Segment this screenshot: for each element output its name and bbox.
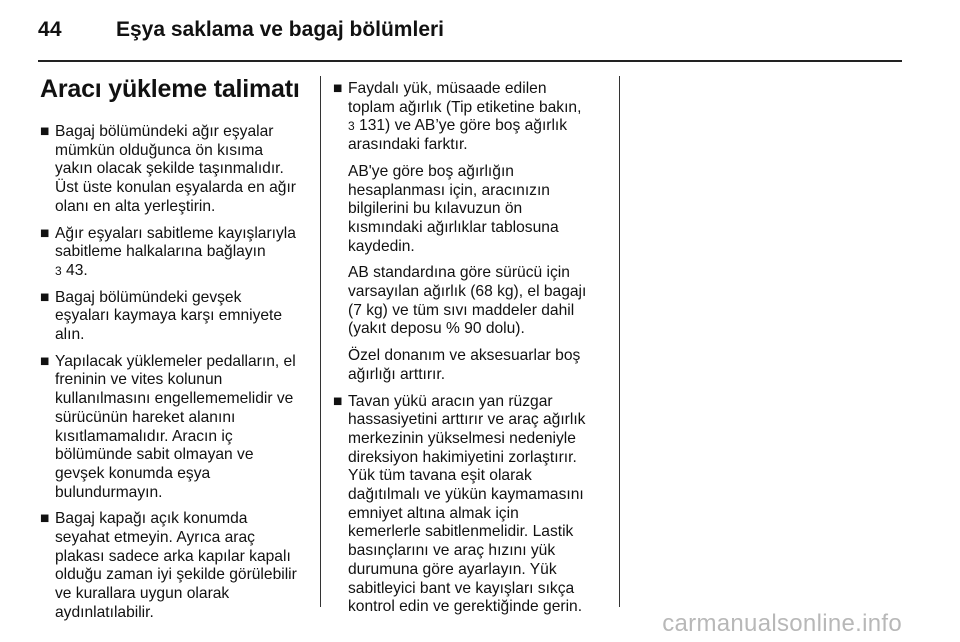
text-line: dağıtılmalı ve yükün kaymamasını xyxy=(348,486,584,504)
text-line: Özel donanım ve aksesuarlar boş xyxy=(348,347,581,365)
page-reference-icon: 3 xyxy=(55,263,62,278)
bullet-item-roof-load xyxy=(333,393,615,617)
text-line: Bagaj bölümündeki gevşek xyxy=(55,288,242,306)
column-divider-left xyxy=(320,76,321,607)
text-line: mümkün olduğunca ön kısıma xyxy=(55,141,264,159)
bullet-item-tailgate-open xyxy=(40,510,310,622)
text-line-with-reference xyxy=(348,117,615,136)
text-line: alın. xyxy=(55,326,85,344)
column-divider-right xyxy=(619,76,620,607)
page-reference-number[interactable]: 43. xyxy=(66,261,88,279)
text-line: gevşek konumda eşya xyxy=(55,464,211,482)
text-line: ağırlığı arttırır. xyxy=(348,365,446,383)
text-line: plakası sadece arka kapılar kapalı xyxy=(55,547,291,565)
text-line: kısmındaki ağırlıklar tablosuna xyxy=(348,218,559,236)
text-line: kullanılmasını engellememelidir ve xyxy=(55,390,294,408)
bullet-item-loose-items xyxy=(40,289,310,345)
paragraph-optional-equipment xyxy=(348,347,615,384)
bullet-item-pedals-clearance xyxy=(40,353,310,503)
text-line: Bagaj kapağı açık konumda xyxy=(55,510,248,528)
text-line: Faydalı yük, müsaade edilen xyxy=(348,80,547,97)
text-line: merkezinin yükselmesi nedeniyle xyxy=(348,429,576,447)
bullet-square-icon: ■ xyxy=(40,224,50,242)
text-line: olanı en alta yerleştirin. xyxy=(55,197,216,215)
text-line: hassasiyetini arttırır ve araç ağırlık xyxy=(348,411,586,429)
text-line: hesaplanması için, aracınızın xyxy=(348,181,550,199)
bullet-square-icon: ■ xyxy=(40,510,50,528)
page-header xyxy=(38,18,902,62)
text-line: Üst üste konulan eşyalarda en ağır xyxy=(55,179,296,197)
text-line: direksiyon hakimiyetini zorlaştırır. xyxy=(348,448,577,466)
text-line: sürücünün hareket alanını xyxy=(55,408,236,426)
page-reference-icon[interactable]: 3 xyxy=(348,119,355,134)
text-line: yakın olacak şekilde taşınmalıdır. xyxy=(55,160,284,178)
bullet-square-icon: ■ xyxy=(40,288,50,306)
column-left xyxy=(40,123,310,631)
text-line: arasındaki farktır. xyxy=(348,136,468,154)
text-line: basınçlarını ve araç hızını yük xyxy=(348,542,556,560)
text-line: Yapılacak yüklemeler pedalların, el xyxy=(55,352,296,370)
text-line: bulundurmayın. xyxy=(55,483,163,501)
text-line: emniyet altına almak için xyxy=(348,504,519,522)
text-line: Tavan yükü aracın yan rüzgar xyxy=(348,392,553,410)
text-line: Bagaj bölümündeki ağır eşyalar xyxy=(55,123,274,140)
text-line: AB standardına göre sürücü için xyxy=(348,264,570,282)
paragraph-empty-weight xyxy=(348,163,615,257)
text-line: durumuna göre ayarlayın. Yük xyxy=(348,560,557,578)
bullet-square-icon: ■ xyxy=(333,392,343,410)
text-line: seyahat etmeyin. Ayrıca araç xyxy=(55,529,255,547)
text-line: bilgilerini bu kılavuzun ön xyxy=(348,200,523,218)
text-line: olduğu zaman iyi şekilde görülebilir xyxy=(55,566,297,584)
watermark: carmanualsonline.info xyxy=(662,610,902,637)
text-line: eşyaları kaymaya karşı emniyete xyxy=(55,307,283,325)
section-title: Aracı yükleme talimatı xyxy=(40,75,300,103)
bullet-square-icon: ■ xyxy=(40,123,50,140)
text-line: sabitleme halkalarına bağlayın xyxy=(55,243,266,261)
text-line: kısıtlamamalıdır. Aracın iç xyxy=(55,427,233,445)
bullet-square-icon: ■ xyxy=(40,352,50,370)
text-line: bölümünde sabit olmayan ve xyxy=(55,446,254,464)
text-line: freninin ve vites kolunun xyxy=(55,371,223,389)
text-line: toplam ağırlık (Tip etiketine bakın, xyxy=(348,98,582,116)
bullet-item-lashing-straps xyxy=(40,225,310,281)
text-line: Ağır eşyaları sabitleme kayışlarıyla xyxy=(55,224,296,242)
text-line: aydınlatılabilir. xyxy=(55,603,154,621)
bullet-square-icon: ■ xyxy=(333,80,343,97)
page-number: 44 xyxy=(38,18,62,41)
column-middle xyxy=(333,80,615,625)
bullet-item-payload xyxy=(333,80,615,155)
text-line: ve kurallara uygun olarak xyxy=(55,585,230,603)
text-line: kontrol edin ve gerektiğinde gerin. xyxy=(348,598,583,616)
text-line: (yakıt deposu % 90 dolu). xyxy=(348,320,525,338)
text-line: (7 kg) ve tüm sıvı maddeler dahil xyxy=(348,301,575,319)
text-segment: 131) ve AB’ye göre boş ağırlık xyxy=(359,117,568,135)
text-line: AB'ye göre boş ağırlığın xyxy=(348,162,514,180)
text-line: kaydedin. xyxy=(348,237,415,255)
page-reference-link[interactable] xyxy=(55,262,310,281)
header-rule xyxy=(38,60,902,62)
chapter-title: Eşya saklama ve bagaj bölümleri xyxy=(116,18,445,41)
text-line: sabitleyici bant ve kayışları sıkça xyxy=(348,579,575,597)
bullet-item-heavy-items-front xyxy=(40,123,310,217)
text-line: kemerlerle sabitlenmelidir. Lastik xyxy=(348,523,574,541)
text-line: varsayılan ağırlık (68 kg), el bagajı xyxy=(348,283,587,301)
paragraph-eu-standard xyxy=(348,264,615,339)
text-line: Yük tüm tavana eşit olarak xyxy=(348,467,532,485)
